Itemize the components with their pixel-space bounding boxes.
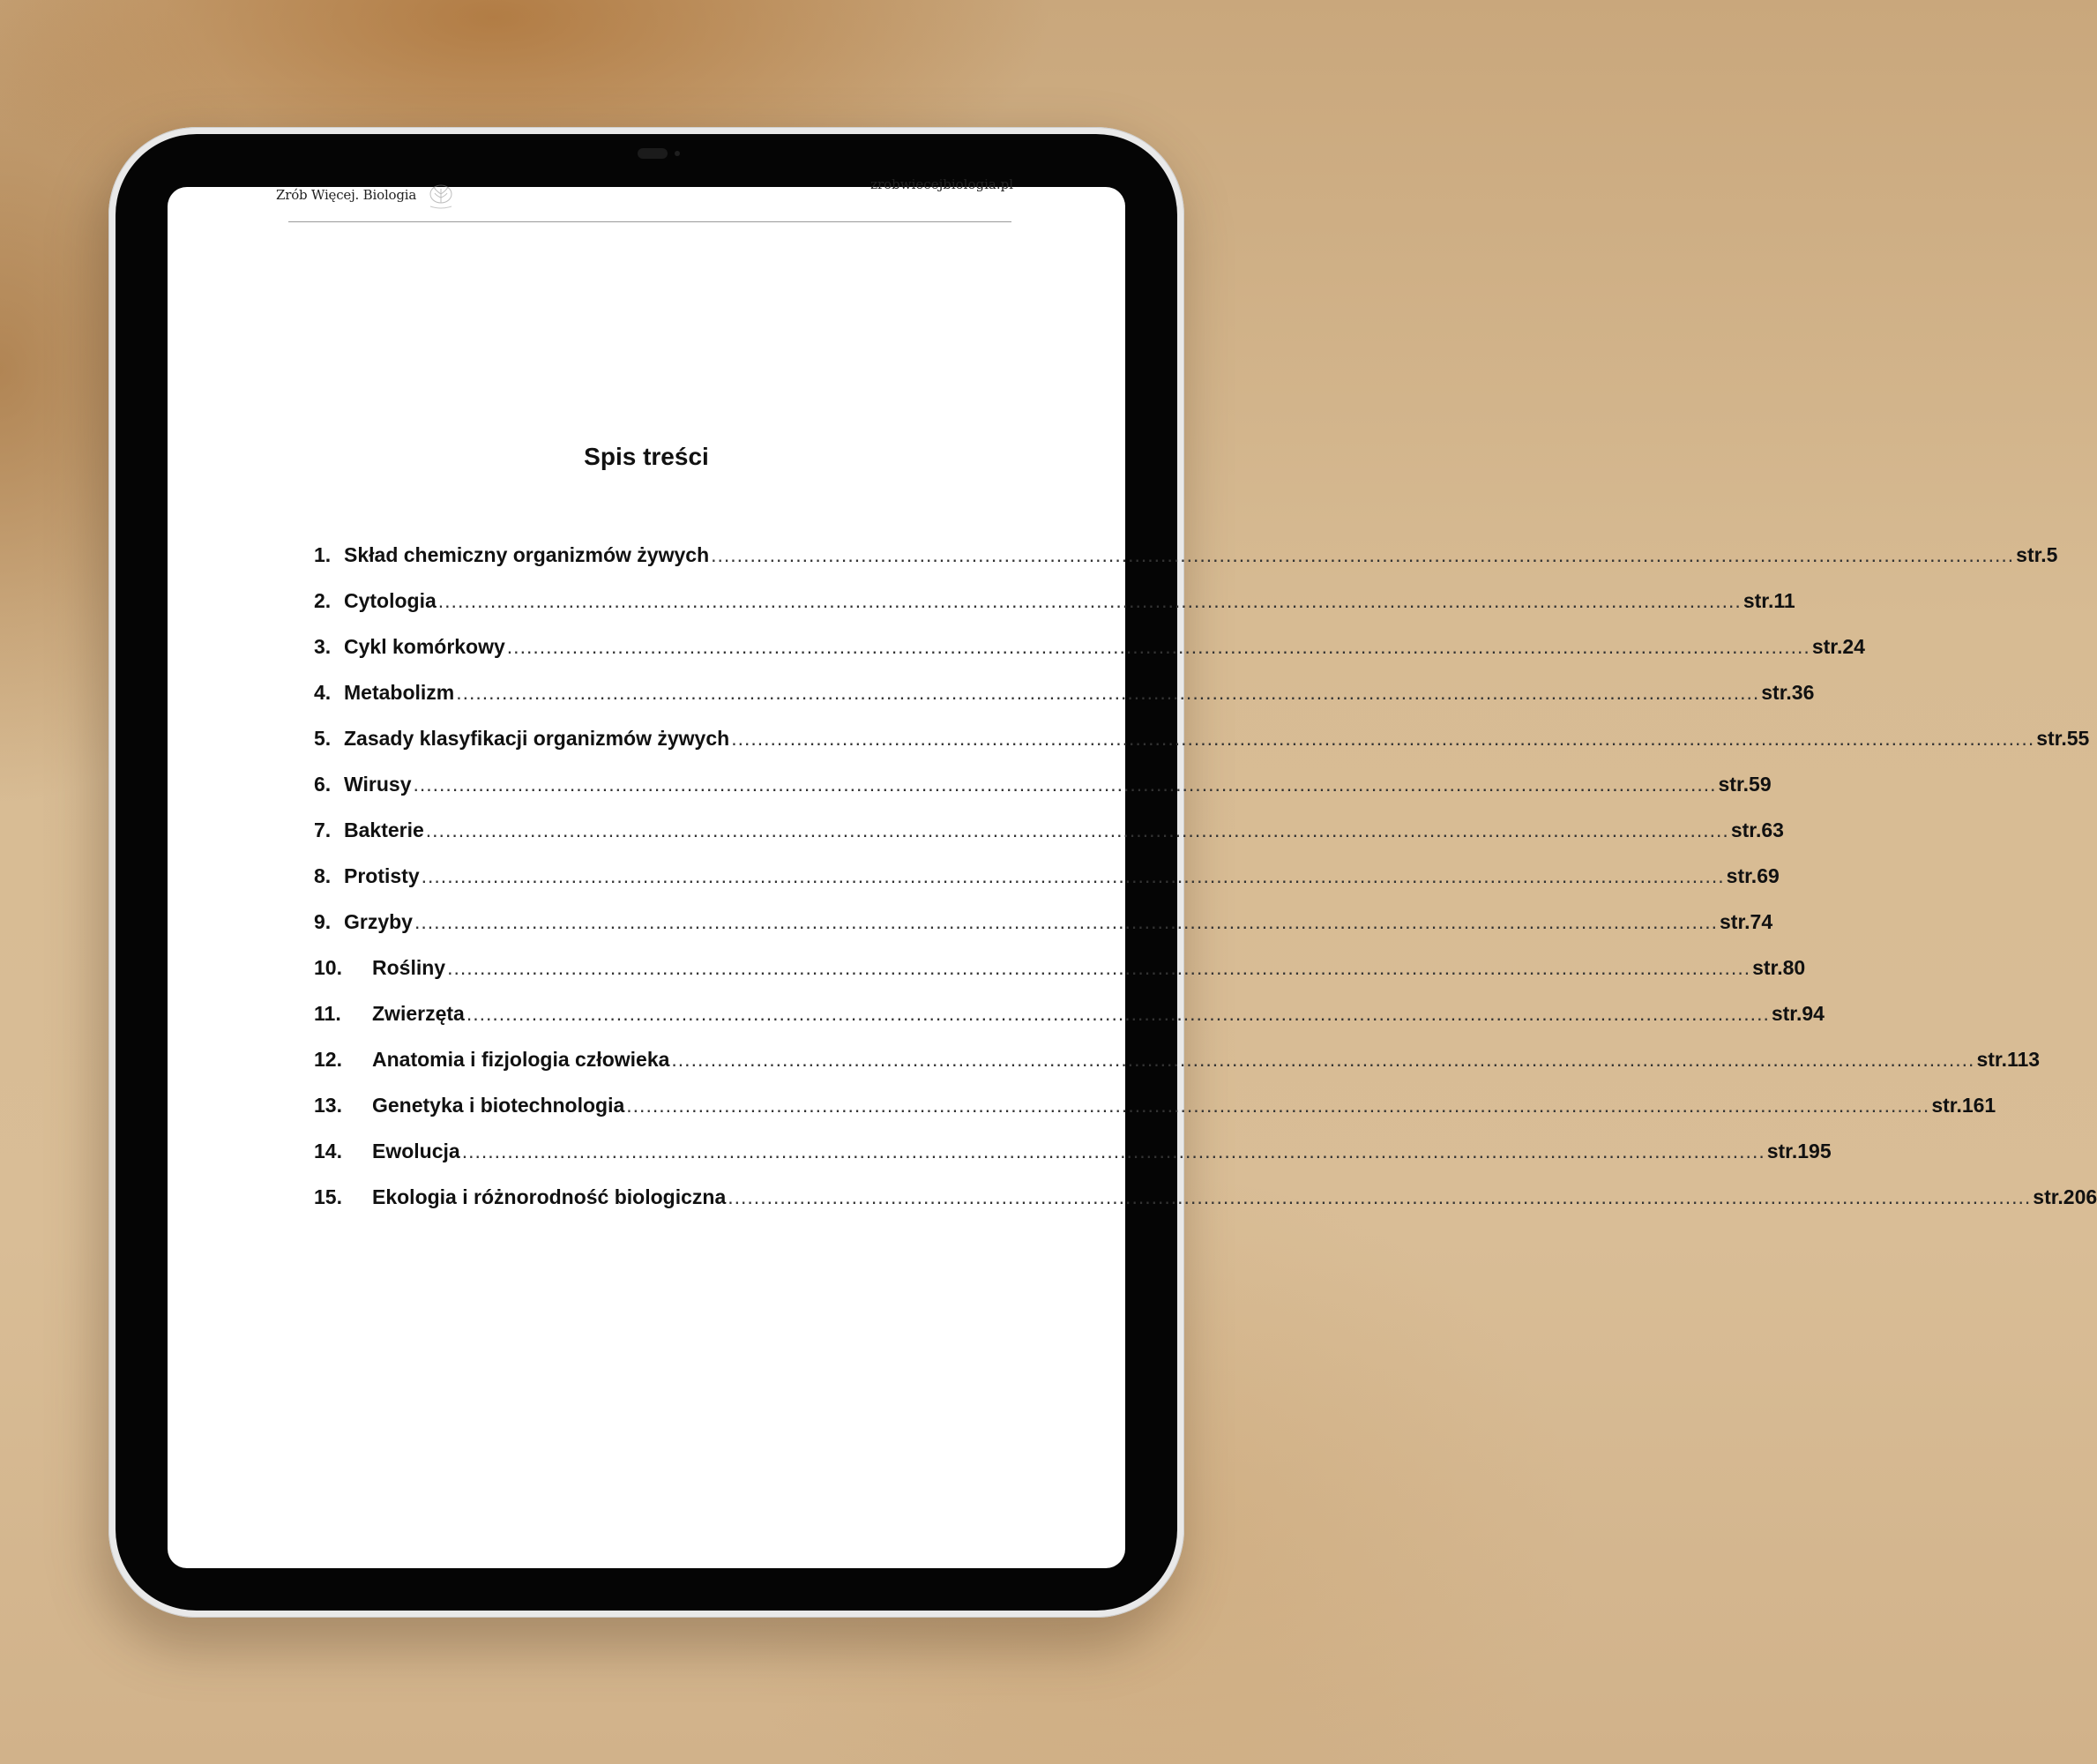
header-divider [288,221,1011,222]
toc-dot-leader [466,1002,1770,1026]
toc-entry-label: Bakterie [344,818,424,841]
toc-entry-page: str.113 [1976,1048,2041,1071]
toc-dot-leader [671,1048,1974,1072]
toc-entry-page: str.59 [1718,773,1772,796]
toc-dot-leader [507,635,1810,659]
toc-entry[interactable] [314,910,1773,956]
toc-dot-leader [462,1140,1765,1163]
toc-entry-page: str.24 [1811,635,1865,658]
toc-entry[interactable] [314,1140,1832,1185]
toc-entry-number: 5. [314,727,332,750]
toc-entry-number: 7. [314,818,332,841]
toc-entry-number: 9. [314,910,332,933]
brand-name: Zrób Więcej. Biologia [276,187,417,203]
toc-entry-label: Rośliny [372,956,446,979]
toc-entry-label: Zasady klasyfikacji organizmów żywych [344,727,730,750]
toc-dot-leader [422,864,1725,888]
toc-entry-label: Cykl komórkowy [344,635,505,658]
table-of-contents [314,543,2097,1231]
toc-entry[interactable] [314,727,2090,773]
toc-dot-leader [438,589,1742,613]
toc-entry-number: 6. [314,773,332,796]
toc-entry-label: Skład chemiczny organizmów żywych [344,543,710,566]
toc-entry-page: str.36 [1761,681,1815,704]
site-url: zrobwiecejbiologia.pl [870,176,1013,192]
toc-entry-page: str.69 [1726,864,1780,887]
toc-entry-page: str.55 [2036,727,2090,750]
toc-entry[interactable] [314,1185,2097,1231]
toc-entry[interactable] [314,1094,1996,1140]
toc-entry-number: 2. [314,589,332,612]
toc-entry-label: Protisty [344,864,420,887]
toc-entry-number: 1. [314,543,332,566]
toc-entry-number: 12. [314,1048,342,1071]
toc-entry-label: Grzyby [344,910,413,933]
toc-entry[interactable] [314,864,1780,910]
toc-entry[interactable] [314,956,1806,1002]
tablet-bezel [116,134,2097,1611]
toc-dot-leader [728,1185,2031,1209]
toc-entry-number: 14. [314,1140,342,1162]
tablet-screen[interactable] [168,176,2097,1568]
front-camera-icon [638,148,668,159]
toc-dot-leader [731,727,2034,751]
toc-dot-leader [626,1094,1929,1117]
toc-entry[interactable] [314,1002,1825,1048]
toc-entry[interactable] [314,818,1784,864]
toc-entry-number: 8. [314,864,332,887]
toc-entry-page: str.5 [2016,543,2058,566]
toc-dot-leader [456,681,1759,705]
toc-entry-page: str.94 [1771,1002,1825,1025]
toc-entry[interactable] [314,1048,2041,1094]
toc-entry[interactable] [314,681,1815,727]
toc-entry[interactable] [314,543,2058,589]
tablet-device [108,127,2097,1618]
toc-entry-page: str.161 [1931,1094,1996,1117]
toc-entry[interactable] [314,773,1772,818]
toc-entry-number: 10. [314,956,342,979]
toc-dot-leader [426,818,1729,842]
document-header [168,176,1125,226]
toc-entry-page: str.195 [1766,1140,1832,1162]
toc-entry-label: Ewolucja [372,1140,460,1162]
toc-entry-number: 4. [314,681,332,704]
toc-entry-page: str.11 [1743,589,1795,612]
toc-dot-leader [447,956,1750,980]
toc-dot-leader [711,543,2014,567]
toc-entry-number: 13. [314,1094,342,1117]
toc-entry-label: Cytologia [344,589,437,612]
toc-dot-leader [413,773,1716,796]
toc-entry-number: 3. [314,635,332,658]
toc-entry-page: str.63 [1730,818,1784,841]
toc-entry-number: 11. [314,1002,341,1025]
toc-entry-label: Anatomia i fizjologia człowieka [372,1048,670,1071]
toc-entry[interactable] [314,635,1865,681]
toc-entry-page: str.74 [1720,910,1773,933]
toc-entry-label: Metabolizm [344,681,455,704]
toc-entry-page: str.206 [2033,1185,2097,1208]
toc-entry-label: Genetyka i biotechnologia [372,1094,625,1117]
toc-entry-label: Wirusy [344,773,412,796]
toc-entry-page: str.80 [1752,956,1806,979]
plant-logo-icon [423,182,459,212]
toc-entry-number: 15. [314,1185,342,1208]
toc-dot-leader [414,910,1718,934]
toc-entry-label: Zwierzęta [372,1002,465,1025]
toc-entry[interactable] [314,589,1795,635]
toc-entry-label: Ekologia i różnorodność biologiczna [372,1185,727,1208]
page-title: Spis treści [584,443,709,470]
